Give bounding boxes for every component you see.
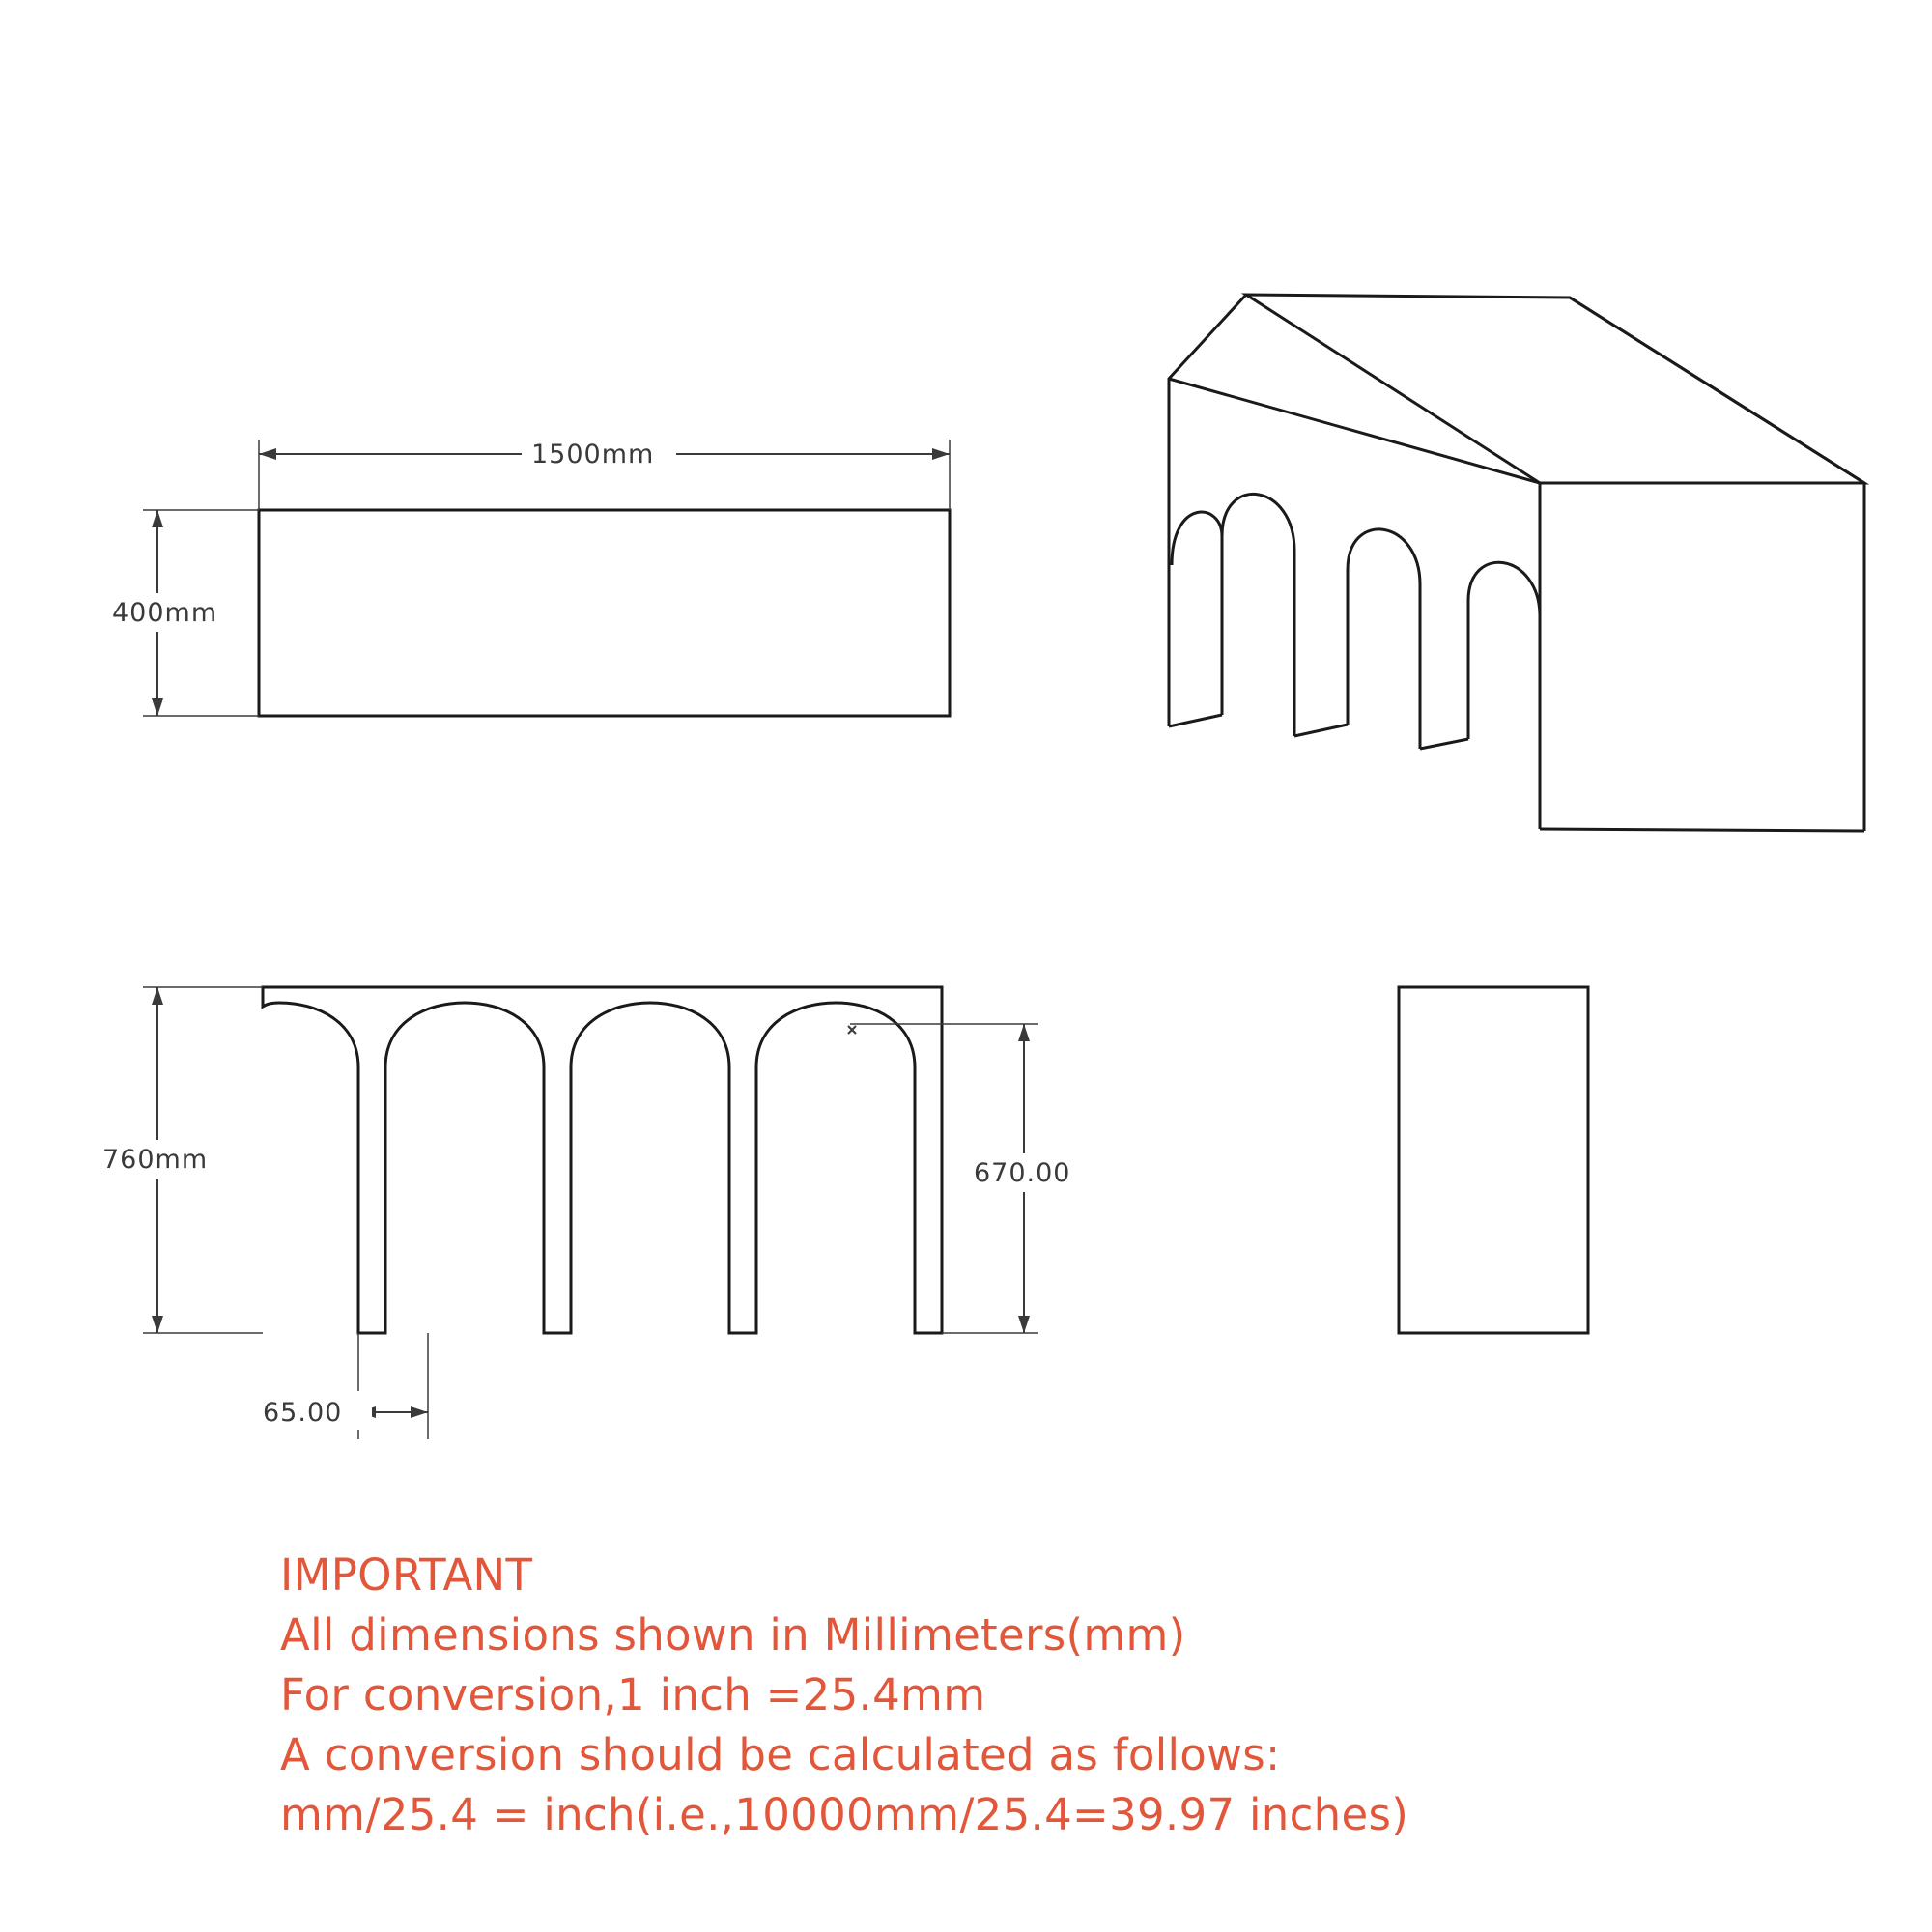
arch-height-label: 670.00 xyxy=(974,1158,1071,1188)
iso-arch-3 xyxy=(1468,562,1540,829)
side-view-rectangle xyxy=(1399,987,1588,1333)
front-height-label: 760mm xyxy=(102,1145,209,1175)
isometric-view-group xyxy=(1169,295,1864,831)
front-elevation-outline xyxy=(263,987,942,1333)
important-notes xyxy=(280,1546,1633,1845)
front-elevation-group xyxy=(263,987,942,1333)
iso-arch-left xyxy=(1172,512,1222,565)
side-view-group xyxy=(1399,987,1588,1333)
notes-line-1: All dimensions shown in Millimeters(mm) xyxy=(280,1609,1186,1661)
top-view-group xyxy=(259,510,950,716)
top-view-rectangle xyxy=(259,510,950,716)
notes-heading: IMPORTANT xyxy=(280,1549,533,1601)
pier-width-label: 65.00 xyxy=(263,1398,343,1428)
notes-line-4: mm/25.4 = inch(i.e.,10000mm/25.4=39.97 inches) xyxy=(280,1789,1409,1840)
iso-top-face xyxy=(1246,295,1864,483)
top-view-width-label: 1500mm xyxy=(531,440,655,469)
iso-arch-1 xyxy=(1222,494,1294,736)
iso-front-outline xyxy=(1169,295,1246,726)
iso-arch-2 xyxy=(1348,529,1420,749)
notes-line-2: For conversion,1 inch =25.4mm xyxy=(280,1669,986,1720)
notes-line-3: A conversion should be calculated as follows: xyxy=(280,1729,1281,1780)
top-view-height-label: 400mm xyxy=(112,598,218,628)
